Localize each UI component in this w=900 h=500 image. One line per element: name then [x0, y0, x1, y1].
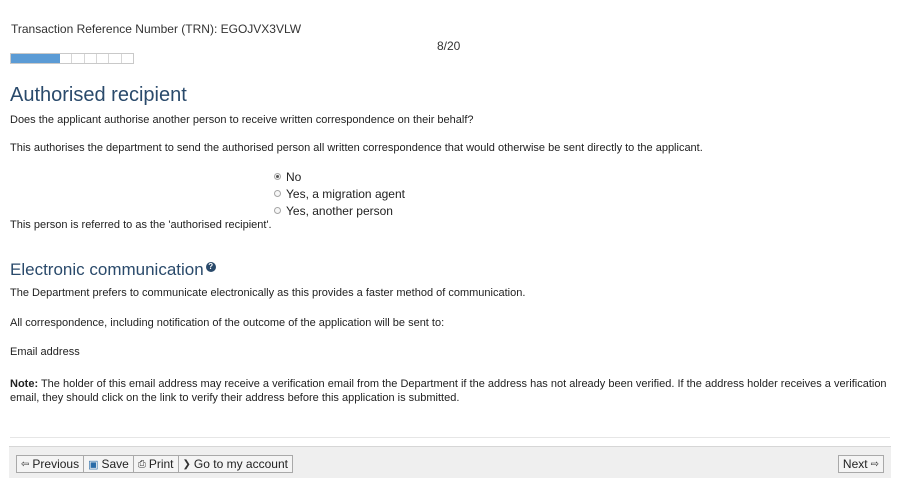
verification-note [10, 377, 888, 405]
electronic-communication-title-text: Electronic communication [10, 260, 204, 279]
progress-segment [60, 54, 72, 63]
print-label: Print [148, 457, 174, 471]
radio-label: No [286, 169, 302, 184]
printer-icon: ⎙ [137, 458, 146, 470]
previous-label: Previous [32, 457, 80, 471]
account-label: Go to my account [193, 457, 288, 471]
trn-label: Transaction Reference Number (TRN): EGOJVX3VLW [11, 22, 302, 36]
progress-segment [36, 54, 48, 63]
question-circle-icon[interactable]: ? [206, 262, 216, 272]
next-button[interactable] [838, 455, 884, 473]
progress-segment [11, 54, 23, 63]
radio-label: Yes, a migration agent [286, 186, 405, 201]
progress-segment [48, 54, 60, 63]
arrow-right-icon: ⇨ [870, 458, 879, 470]
radio-button[interactable] [274, 207, 281, 214]
chevron-right-icon: ❯ [182, 458, 191, 470]
radio-option-another-person[interactable] [274, 202, 405, 219]
note-text: The holder of this email address may receive a verification email from the Department if the address has not already been verified. If the address holder receives a verification email, they should click on the link to verify their address before this application is submitted. [10, 378, 887, 404]
prefers-electronic-text: The Department prefers to communicate electronically as this provides a faster method of communication. [10, 287, 526, 299]
authorise-explanation: This authorises the department to send the authorised person all written correspondence that would otherwise be sent directly to the applicant. [10, 142, 703, 154]
go-to-account-button[interactable] [178, 455, 293, 473]
all-correspondence-text: All correspondence, including notification of the outcome of the application will be sent to: [10, 317, 445, 329]
electronic-communication-title [10, 260, 216, 280]
progress-segment [23, 54, 35, 63]
email-address-label: Email address [10, 346, 80, 358]
footer-toolbar [9, 446, 891, 478]
authorised-recipient-note: This person is referred to as the 'authorised recipient'. [10, 219, 272, 231]
previous-button[interactable] [16, 455, 84, 473]
next-label: Next [842, 457, 868, 471]
arrow-left-icon: ⇦ [21, 458, 30, 470]
save-button[interactable] [83, 455, 134, 473]
progress-bar [10, 53, 134, 64]
progress-segment [109, 54, 121, 63]
footer-button-group [16, 455, 293, 473]
progress-segment [97, 54, 109, 63]
authorise-question: Does the applicant authorise another person to receive written correspondence on their behalf? [10, 114, 474, 126]
progress-segment [122, 54, 133, 63]
radio-label: Yes, another person [286, 203, 393, 218]
page-count: 8/20 [437, 39, 461, 53]
radio-button[interactable] [274, 190, 281, 197]
progress-segment [72, 54, 84, 63]
radio-option-no[interactable] [274, 168, 405, 185]
divider [10, 437, 890, 438]
radio-button[interactable] [274, 173, 281, 180]
note-label: Note: [10, 378, 39, 390]
save-label: Save [101, 457, 129, 471]
floppy-disk-icon: ▣ [88, 458, 99, 471]
authorised-recipient-radio-group [274, 168, 405, 219]
authorised-recipient-title: Authorised recipient [10, 84, 187, 106]
progress-segment [85, 54, 97, 63]
print-button[interactable] [133, 455, 179, 473]
radio-option-migration-agent[interactable] [274, 185, 405, 202]
